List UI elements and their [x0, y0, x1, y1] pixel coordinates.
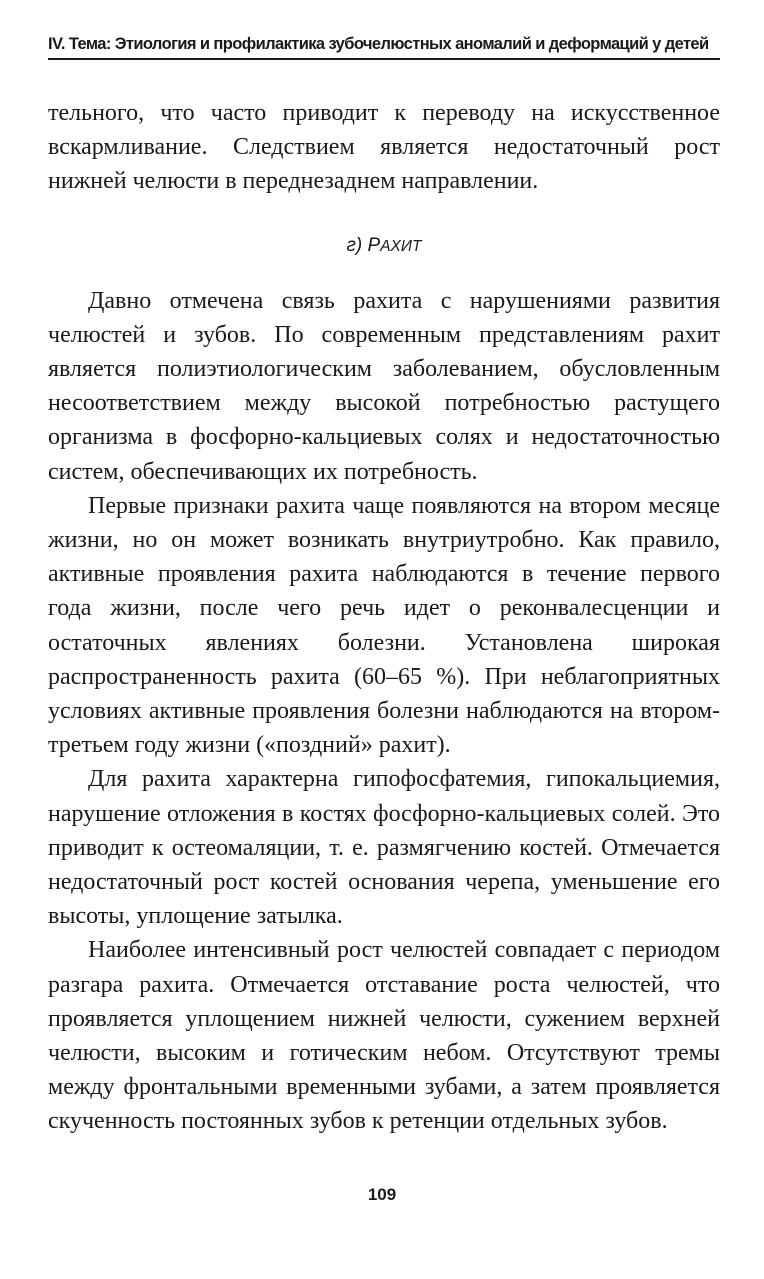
paragraph: Наиболее интенсивный рост челюстей совпадает с периодом разгара рахита. Отмечается отставание роста челюстей, что проявляется уплощением нижней челюсти, сужением верхней челюсти, высоким и готическим небом. Отсутствуют тремы между фронтальными временными зубами, а затем проявляется скученность постоянных зубов к ретенции отдельных зубов. — [48, 937, 720, 1135]
continuation-paragraph: тельного, что часто приводит к переводу на искусственное вскармливание. Следствием является недостаточный рост нижней челюсти в переднезаднем направлении. — [48, 100, 720, 195]
section-heading-small-caps: АХИТ — [380, 237, 422, 255]
paragraph: Первые признаки рахита чаще появляются на втором месяце жизни, но он может возникать внутриутробно. Как правило, активные проявления рахита наблюдаются в течение первого года жизни, после чего речь идет о реконвалесценции и остаточных явлениях болезни. Установлена широкая распространенность рахита (60–65 %). При неблагоприятных условиях активные проявления болезни наблюдаются на втором-третьем году жизни («поздний» рахит). — [48, 492, 720, 759]
running-header: IV. Тема: Этиология и профилактика зубочелюстных аномалий и деформаций у детей — [48, 35, 709, 53]
section-heading-prefix: г) Р — [346, 234, 381, 256]
header-rule — [48, 58, 720, 60]
page-number: 109 — [367, 1185, 397, 1204]
paragraph: Для рахита характерна гипофосфатемия, гипокальциемия, нарушение отложения в костях фосфорно-кальциевых солей. Это приводит к остеомаляции, т. е. размягчению костей. Отмечается недостаточный рост костей основания черепа, уменьшение его высоты, уплощение затылка. — [48, 766, 720, 930]
body-text — [48, 96, 720, 1139]
paragraph: Давно отмечена связь рахита с нарушениями развития челюстей и зубов. По современным представлениям рахит является полиэтиологическим заболеванием, обусловленным несоответствием между высокой потребностью растущего организма в фосфорно-кальциевых солях и недостаточностью систем, обеспечивающих их потребность. — [48, 287, 720, 485]
section-heading — [48, 199, 720, 284]
